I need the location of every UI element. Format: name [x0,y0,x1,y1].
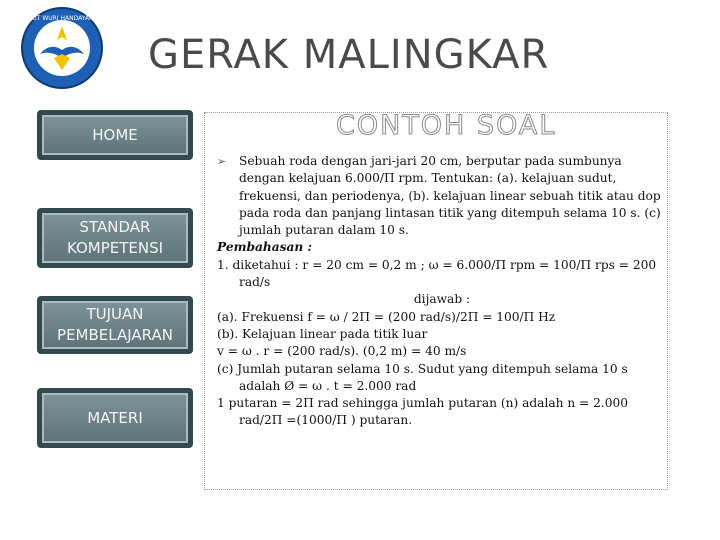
nav-home-label: HOME [92,125,138,144]
question-text: Sebuah roda dengan jari-jari 20 cm, berputar pada sumbunya dengan kelajuan 6.000/Π rpm. Tentukan: (a). kelajuan sudut, frekuensi, dan periodenya, (b). kelajuan linear sebuah titik atau dop pada roda dan panjang lintasan titik yang ditempuh selama 10 s. (c) jumlah putaran dalam 10 s. [239,154,661,238]
question-item [217,153,667,239]
content-body [217,153,667,430]
page-title: GERAK MALINGKAR [148,32,550,78]
solution-line-1: 1. diketahui : r = 20 cm = 0,2 m ; ω = 6.000/Π rpm = 100/Π rps = 200 rad/s [217,257,657,290]
tut-wuri-handayani-logo [20,6,104,90]
nav-tujuan-label: TUJUAN PEMBELAJARAN [57,305,173,344]
solution-line-3: (a). Frekuensi f = ω / 2Π = (200 rad/s)/2Π = 100/Π Hz [217,309,556,324]
solution-line-7: 1 putaran = 2Π rad sehingga jumlah putaran (n) adalah n = 2.000 rad/2Π =(1000/Π ) putaran. [217,396,629,428]
content-heading: CONTOH SOAL [336,110,557,141]
nav-standar-kompetensi-button[interactable] [37,208,193,268]
solution-line-4: (b). Kelajuan linear pada titik luar [217,326,428,341]
solution-line-6: (c) Jumlah putaran selama 10 s. Sudut yang ditempuh selama 10 s adalah Ø = ω . t = 2.000 rad [217,361,628,393]
logo-text: TUT WURI HANDAYANI [28,15,96,22]
nav-materi-label: MATERI [87,408,143,427]
nav-tujuan-pembelajaran-button[interactable] [37,296,193,354]
arrow-bullet-icon: ➢ [217,155,227,168]
solution-line-2: dijawab : [413,292,471,307]
nav-standar-label: STANDAR KOMPETENSI [66,218,164,257]
nav-home-button[interactable] [37,110,193,160]
pembahasan-label: Pembahasan : [217,240,313,255]
nav-materi-button[interactable] [37,388,193,448]
solution-line-5: v = ω . r = (200 rad/s). (0,2 m) = 40 m/s [217,344,467,359]
